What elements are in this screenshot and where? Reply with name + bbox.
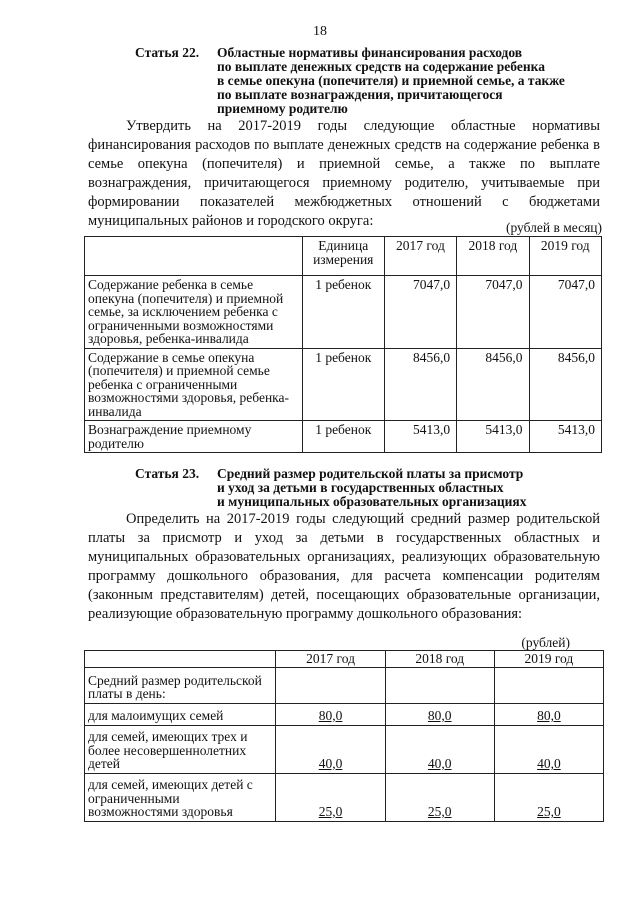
value-cell: 40,0 — [276, 725, 385, 773]
table-header-cell: 2018 год — [457, 237, 529, 276]
article-23-title-line: и уход за детьми в государственных областных — [217, 480, 504, 495]
row-label: для семей, имеющих детей с ограниченными возможностями здоровья — [85, 773, 276, 821]
value-cell — [276, 667, 385, 703]
value-cell: 80,0 — [276, 703, 385, 725]
value-cell: 5413,0 — [529, 421, 601, 453]
article-22-table — [84, 236, 602, 453]
row-label: для семей, имеющих трех и более несовершеннолетних детей — [85, 725, 276, 773]
row-label: Содержание ребенка в семье опекуна (попечителя) и приемной семье, за исключением ребенка с ограниченными возможностями здоровья, ребенка-инвалида — [85, 276, 303, 349]
table-row — [85, 348, 602, 421]
table-header-cell: 2017 год — [384, 237, 456, 276]
table-header-cell: 2018 год — [385, 651, 494, 668]
value-cell: 7047,0 — [384, 276, 456, 349]
row-unit: 1 ребенок — [302, 348, 384, 421]
row-label: Вознаграждение приемному родителю — [85, 421, 303, 453]
article-22-unit-note: (рублей в месяц) — [505, 220, 602, 235]
article-23-unit-note: (рублей) — [521, 635, 570, 650]
table-header-row — [85, 651, 604, 668]
article-23-table — [84, 650, 604, 822]
article-22-title-line: в семье опекуна (попечителя) и приемной семье, а также — [217, 73, 565, 88]
article-22-label: Статья 22. — [135, 45, 200, 60]
article-22-title-line: Областные нормативы финансирования расходов — [217, 45, 523, 60]
row-label: для малоимущих семей — [85, 703, 276, 725]
value-cell: 25,0 — [494, 773, 603, 821]
page-number: 18 — [313, 24, 327, 39]
value-cell — [494, 667, 603, 703]
value-cell: 8456,0 — [457, 348, 529, 421]
table-header-row — [85, 237, 602, 276]
table-row — [85, 725, 604, 773]
row-unit: 1 ребенок — [302, 421, 384, 453]
value-cell: 40,0 — [385, 725, 494, 773]
value-cell: 80,0 — [385, 703, 494, 725]
value-cell: 8456,0 — [529, 348, 601, 421]
article-23-label: Статья 23. — [135, 466, 200, 481]
article-22-title-line: по выплате вознаграждения, причитающегося — [217, 87, 503, 102]
article-23-paragraph: Определить на 2017-2019 годы следующий средний размер родительской платы за присмотр и уход за детьми в государственных областных и муниципальных образовательных организациях, реализующих образовательную программу дошкольного образования, для расчета компенсации родителям (законным представителям) детей, посещающих образовательные организации, реализующие образовательную программу дошкольного образования: — [88, 511, 600, 622]
table-header-cell — [85, 237, 303, 276]
value-cell: 7047,0 — [457, 276, 529, 349]
table-header-cell: 2019 год — [494, 651, 603, 668]
table-row — [85, 703, 604, 725]
value-cell: 5413,0 — [384, 421, 456, 453]
table-row — [85, 421, 602, 453]
article-23-heading — [135, 467, 585, 509]
value-cell — [385, 667, 494, 703]
table-row — [85, 667, 604, 703]
article-22-title-line: приемному родителю — [217, 101, 348, 116]
value-cell: 25,0 — [276, 773, 385, 821]
value-cell: 25,0 — [385, 773, 494, 821]
table-header-cell — [85, 651, 276, 668]
value-cell: 40,0 — [494, 725, 603, 773]
table-row — [85, 276, 602, 349]
row-label: Содержание в семье опекуна (попечителя) и приемной семье ребенка с ограниченными возможностями здоровья, ребенка-инвалида — [85, 348, 303, 421]
article-23-title-line: и муниципальных образовательных организациях — [217, 494, 527, 509]
value-cell: 7047,0 — [529, 276, 601, 349]
value-cell: 8456,0 — [384, 348, 456, 421]
table-header-cell: Единица измерения — [302, 237, 384, 276]
article-22-heading — [135, 46, 585, 116]
table-header-cell: 2017 год — [276, 651, 385, 668]
table-row — [85, 773, 604, 821]
table-header-cell: 2019 год — [529, 237, 601, 276]
value-cell: 5413,0 — [457, 421, 529, 453]
row-unit: 1 ребенок — [302, 276, 384, 349]
article-22-title-line: по выплате денежных средств на содержание ребенка — [217, 59, 545, 74]
article-23-title-line: Средний размер родительской платы за присмотр — [217, 466, 524, 481]
article-22-paragraph: Утвердить на 2017-2019 годы следующие областные нормативы финансирования расходов по выплате денежных средств на содержание ребенка в семье опекуна (попечителя) и приемной семье, а также по выплате вознаграждения, причитающегося приемному родителю, учитываемые при формировании показателей межбюджетных отношений с бюджетами муниципальных районов и городского округа: — [88, 118, 600, 229]
row-label: Средний размер родительской платы в день: — [85, 667, 276, 703]
value-cell: 80,0 — [494, 703, 603, 725]
